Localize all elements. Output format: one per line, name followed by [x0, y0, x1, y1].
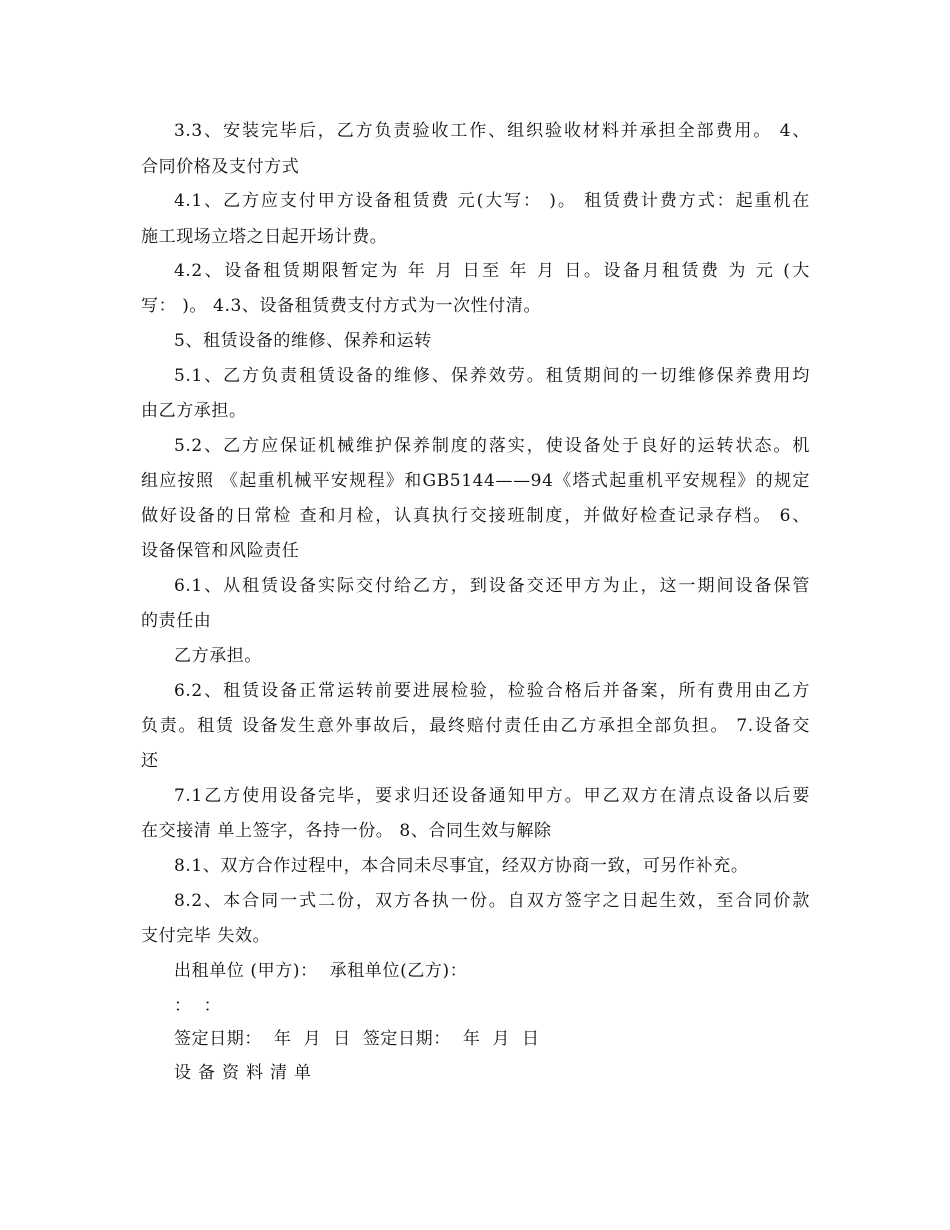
text-line: 7.1乙方使用设备完毕，要求归还设备通知甲方。甲乙双方在清点设备以后要: [174, 786, 810, 806]
text-line: 支付完毕 失效。: [141, 926, 271, 946]
signature-parties: 出租单位 (甲方)： 承租单位(乙方)：: [174, 961, 468, 981]
text-line: 做好设备的日常检 查和月检，认真执行交接班制度，并做好检查记录存档。 6、: [141, 506, 810, 526]
text-line: 6.1、从租赁设备实际交付给乙方，到设备交还甲方为止，这一期间设备保管: [174, 576, 810, 596]
equipment-list-heading: 设备资料清单: [174, 1063, 318, 1083]
text-line: 乙方承担。: [174, 646, 262, 666]
text-line: 组应按照 《起重机械平安规程》和GB5144——94《塔式起重机平安规程》的规定: [141, 471, 810, 491]
text-line: 4.2、设备租赁期限暂定为 年 月 日至 年 月 日。设备月租赁费 为 元 (大: [174, 261, 810, 281]
text-line: 6.2、租赁设备正常运转前要进展检验，检验合格后并备案，所有费用由乙方: [174, 681, 810, 701]
text-line: 在交接清 单上签字，各持一份。 8、合同生效与解除: [141, 821, 552, 841]
signing-dates: 签定日期： 年 月 日 签定日期： 年 月 日: [174, 1029, 540, 1049]
text-line: 合同价格及支付方式: [141, 157, 300, 177]
text-line: 负责。租赁 设备发生意外事故后，最终赔付责任由乙方承担全部负担。 7.设备交: [141, 716, 810, 736]
text-line: 设备保管和风险责任: [141, 541, 300, 561]
section-heading: 5、租赁设备的维修、保养和运转: [174, 331, 432, 351]
text-line: 还: [141, 751, 159, 771]
signature-colons: ： ：: [174, 996, 222, 1016]
text-line: 3.3、安装完毕后，乙方负责验收工作、组织验收材料并承担全部费用。 4、: [174, 121, 810, 141]
text-line: 的责任由: [141, 611, 212, 631]
text-line: 5.2、乙方应保证机械维护保养制度的落实，使设备处于良好的运转状态。机: [174, 436, 810, 456]
text-line: 5.1、乙方负责租赁设备的维修、保养效劳。租赁期间的一切维修保养费用均: [174, 366, 810, 386]
text-line: 8.2、本合同一式二份，双方各执一份。自双方签字之日起生效，至合同价款: [174, 891, 810, 911]
text-line: 8.1、双方合作过程中，本合同未尽事宜，经双方协商一致，可另作补充。: [174, 856, 749, 876]
text-line: 由乙方承担。: [141, 401, 247, 421]
text-line: 写： )。 4.3、设备租赁费支付方式为一次性付清。: [141, 296, 542, 316]
text-line: 4.1、乙方应支付甲方设备租赁费 元(大写： )。 租赁费计费方式：起重机在: [174, 191, 810, 211]
text-line: 施工现场立塔之日起开场计费。: [141, 227, 388, 247]
